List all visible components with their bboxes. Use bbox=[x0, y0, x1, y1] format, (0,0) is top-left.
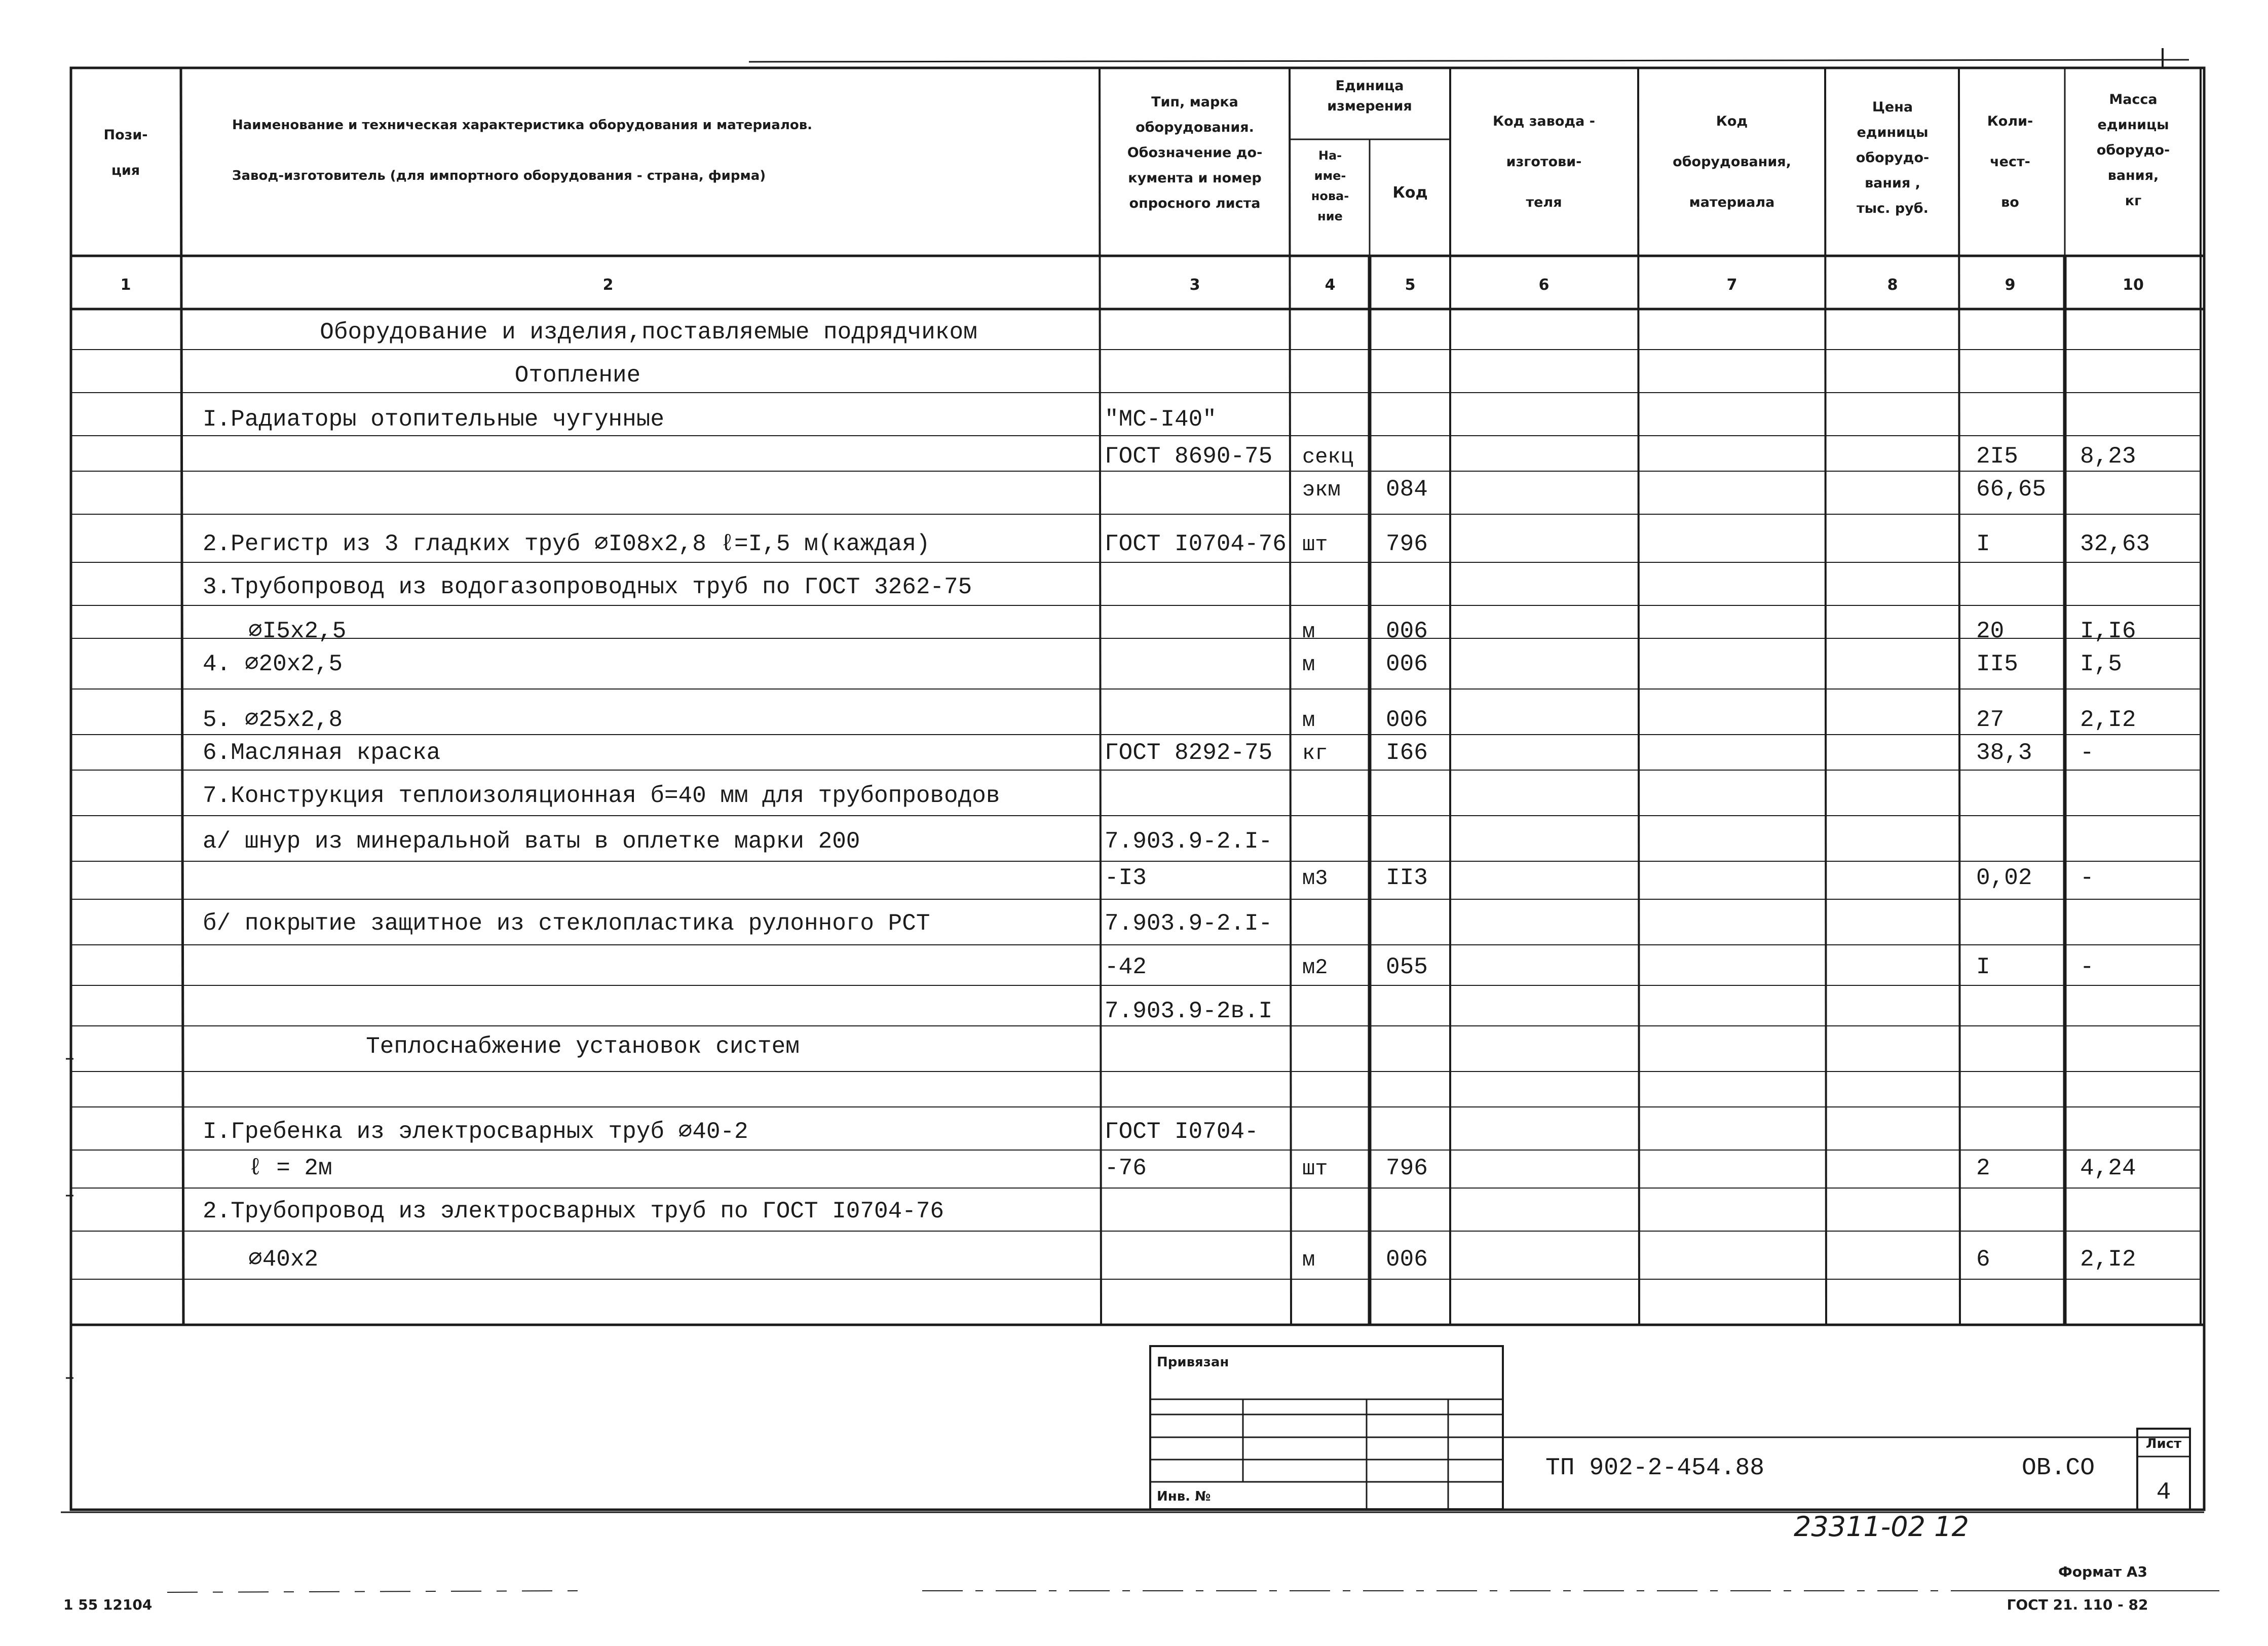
header-equipment-code: Код bbox=[1716, 113, 1748, 129]
drawing-mark: ОВ.СО bbox=[2022, 1454, 2095, 1482]
row-mass: 8,23 bbox=[2080, 443, 2136, 470]
row-name: ⌀I5х2,5 bbox=[248, 618, 347, 644]
row-mass: - bbox=[2080, 740, 2094, 766]
column-number: 6 bbox=[1538, 276, 1549, 294]
row-unit: кг bbox=[1302, 741, 1328, 765]
header-unit-name: На- bbox=[1318, 148, 1342, 163]
column-number: 8 bbox=[1887, 276, 1898, 294]
row-quantity: 2I5 bbox=[1976, 443, 2018, 470]
row-type: ГОСТ 8292-75 bbox=[1105, 740, 1273, 766]
header-unit-group: измерения bbox=[1327, 98, 1412, 114]
row-name: Отопление bbox=[514, 362, 641, 389]
row-mass: - bbox=[2080, 865, 2094, 891]
row-quantity: 66,65 bbox=[1976, 476, 2047, 503]
row-mass: - bbox=[2080, 954, 2094, 980]
row-type: 7.903.9-2.I- bbox=[1105, 828, 1273, 855]
header-mass: вания, bbox=[2107, 168, 2159, 183]
row-quantity: 27 bbox=[1976, 707, 2005, 733]
column-number: 7 bbox=[1726, 276, 1737, 294]
row-unit: секц bbox=[1302, 445, 1353, 469]
row-unit: м3 bbox=[1302, 866, 1328, 891]
title-block bbox=[63, 1355, 2181, 1613]
header-unit-name: нова- bbox=[1311, 189, 1349, 203]
row-type: -I3 bbox=[1105, 865, 1147, 891]
row-mass: 32,63 bbox=[2080, 531, 2150, 557]
header-equipment-code: материала bbox=[1689, 195, 1775, 210]
row-unit-code: 796 bbox=[1386, 1155, 1428, 1181]
row-name: 3.Трубопровод из водогазопроводных труб по ГОСТ 3262-75 bbox=[203, 574, 972, 600]
row-name: ⌀40х2 bbox=[248, 1246, 319, 1273]
row-unit: экм bbox=[1302, 478, 1341, 502]
row-name: I.Радиаторы отопительные чугунные bbox=[203, 406, 664, 433]
header-quantity: во bbox=[2001, 195, 2019, 210]
header-unit-name: ние bbox=[1317, 209, 1343, 223]
column-number: 10 bbox=[2123, 276, 2144, 294]
header-quantity: Коли- bbox=[1987, 113, 2033, 129]
row-mass: 2,I2 bbox=[2080, 1246, 2136, 1273]
row-unit: м bbox=[1302, 1248, 1315, 1272]
header-maker-code: теля bbox=[1526, 195, 1562, 210]
row-unit-code: 055 bbox=[1386, 954, 1428, 980]
column-number: 3 bbox=[1189, 276, 1200, 294]
row-unit-code: 006 bbox=[1386, 707, 1428, 733]
row-quantity: 38,3 bbox=[1976, 740, 2032, 766]
row-type: -76 bbox=[1105, 1155, 1147, 1181]
column-number: 2 bbox=[602, 276, 614, 294]
row-type: 7.903.9-2в.I bbox=[1105, 998, 1273, 1024]
document-code: ТП 902-2-454.88 bbox=[1545, 1454, 1765, 1482]
row-name: б/ покрытие защитное из стеклопластика рулонного РСТ bbox=[203, 910, 930, 937]
header-unit-name: име- bbox=[1314, 169, 1346, 183]
header-position: Пози- bbox=[103, 127, 148, 143]
row-quantity: 2 bbox=[1976, 1155, 1990, 1181]
sheet-label: Лист bbox=[2145, 1436, 2182, 1451]
table-body bbox=[203, 319, 2150, 1273]
column-number: 9 bbox=[2005, 276, 2016, 294]
row-name: 7.Конструкция теплоизоляционная б=40 мм для трубопроводов bbox=[203, 783, 1000, 809]
row-name: 6.Масляная краска bbox=[203, 740, 441, 766]
row-name: 4. ⌀20х2,5 bbox=[203, 651, 343, 677]
row-quantity: I bbox=[1976, 954, 1990, 980]
row-name: 5. ⌀25х2,8 bbox=[203, 707, 343, 733]
column-number: 4 bbox=[1325, 276, 1336, 294]
header-name: Наименование и техническая характеристика оборудования и материалов. bbox=[232, 118, 813, 133]
sheet-number: 4 bbox=[2156, 1479, 2171, 1506]
row-unit-code: 006 bbox=[1386, 618, 1428, 644]
row-mass: 4,24 bbox=[2080, 1155, 2136, 1181]
row-type: ГОСТ I0704- bbox=[1105, 1119, 1259, 1145]
row-name: а/ шнур из минеральной ваты в оплетке марки 200 bbox=[203, 828, 860, 855]
archive-code: 1 55 12104 bbox=[63, 1596, 153, 1613]
column-number: 1 bbox=[120, 276, 131, 294]
header-maker-code: изготови- bbox=[1506, 154, 1582, 170]
row-unit: шт bbox=[1302, 1157, 1328, 1181]
row-quantity: II5 bbox=[1976, 651, 2018, 677]
header-price: оборудо- bbox=[1856, 150, 1930, 166]
row-name: 2.Трубопровод из электросварных труб по ГОСТ I0704-76 bbox=[203, 1198, 944, 1224]
row-unit: м2 bbox=[1302, 955, 1328, 980]
row-unit-code: 084 bbox=[1386, 476, 1428, 503]
row-unit-code: I66 bbox=[1386, 740, 1428, 766]
row-type: "МС-I40" bbox=[1105, 406, 1217, 433]
row-unit: м bbox=[1302, 620, 1315, 644]
stamp-privyazan-label: Привязан bbox=[1157, 1355, 1229, 1370]
row-type: -42 bbox=[1105, 954, 1147, 980]
row-unit: м bbox=[1302, 653, 1315, 677]
row-unit-code: II3 bbox=[1386, 865, 1428, 891]
header-maker-code: Код завода - bbox=[1493, 113, 1595, 129]
header-mass: кг bbox=[2125, 193, 2142, 209]
row-name: Теплоснабжение установок систем bbox=[366, 1033, 800, 1060]
row-quantity: 20 bbox=[1976, 618, 2005, 644]
row-mass: I,I6 bbox=[2080, 618, 2136, 644]
header-position: ция bbox=[111, 163, 140, 178]
column-number: 5 bbox=[1405, 276, 1416, 294]
header-type: Тип, марка bbox=[1151, 94, 1238, 110]
header-price: вания , bbox=[1865, 175, 1920, 191]
header-equipment-code: оборудования, bbox=[1673, 154, 1791, 170]
row-type: ГОСТ 8690-75 bbox=[1105, 443, 1273, 470]
header-price: единицы bbox=[1857, 125, 1929, 140]
row-type: 7.903.9-2.I- bbox=[1105, 910, 1273, 937]
row-quantity: 0,02 bbox=[1976, 865, 2032, 891]
stamp-inventory-label: Инв. № bbox=[1157, 1489, 1211, 1504]
row-type: ГОСТ I0704-76 bbox=[1105, 531, 1287, 557]
header-price: Цена bbox=[1872, 99, 1913, 115]
header-quantity: чест- bbox=[1990, 154, 2030, 170]
row-mass: 2,I2 bbox=[2080, 707, 2136, 733]
header-type: кумента и номер bbox=[1128, 170, 1262, 186]
row-unit-code: 006 bbox=[1386, 1246, 1428, 1273]
row-quantity: 6 bbox=[1976, 1246, 1990, 1273]
header-type: опросного листа bbox=[1129, 196, 1261, 211]
header-mass: единицы bbox=[2097, 117, 2169, 133]
row-unit: м bbox=[1302, 708, 1315, 733]
row-name: 2.Регистр из 3 гладких труб ⌀I08х2,8 ℓ=I,5 м(каждая) bbox=[203, 531, 930, 557]
row-name: ℓ = 2м bbox=[248, 1155, 332, 1181]
handwritten-number: 23311-02 12 bbox=[1794, 1511, 1969, 1543]
table-header bbox=[104, 78, 2170, 294]
row-name: Оборудование и изделия,поставляемые подрядчиком bbox=[320, 319, 977, 346]
header-mass: Масса bbox=[2109, 92, 2158, 107]
header-type: оборудования. bbox=[1136, 120, 1254, 135]
sheet-format: Формат А3 bbox=[2058, 1563, 2147, 1580]
header-unit-code: Код bbox=[1392, 184, 1428, 202]
row-quantity: I bbox=[1976, 531, 1990, 557]
row-unit-code: 006 bbox=[1386, 651, 1428, 677]
row-mass: I,5 bbox=[2080, 651, 2122, 677]
header-type: Обозначение до- bbox=[1127, 145, 1263, 161]
header-unit-group: Единица bbox=[1335, 78, 1404, 94]
header-price: тыс. руб. bbox=[1857, 201, 1929, 216]
header-name: Завод-изготовитель (для импортного оборудования - страна, фирма) bbox=[232, 168, 766, 183]
format-gost: ГОСТ 21. 110 - 82 bbox=[2007, 1596, 2148, 1613]
row-unit: шт bbox=[1302, 532, 1328, 557]
row-name: I.Гребенка из электросварных труб ⌀40-2 bbox=[203, 1119, 748, 1145]
row-unit-code: 796 bbox=[1386, 531, 1428, 557]
header-mass: оборудо- bbox=[2096, 142, 2170, 158]
